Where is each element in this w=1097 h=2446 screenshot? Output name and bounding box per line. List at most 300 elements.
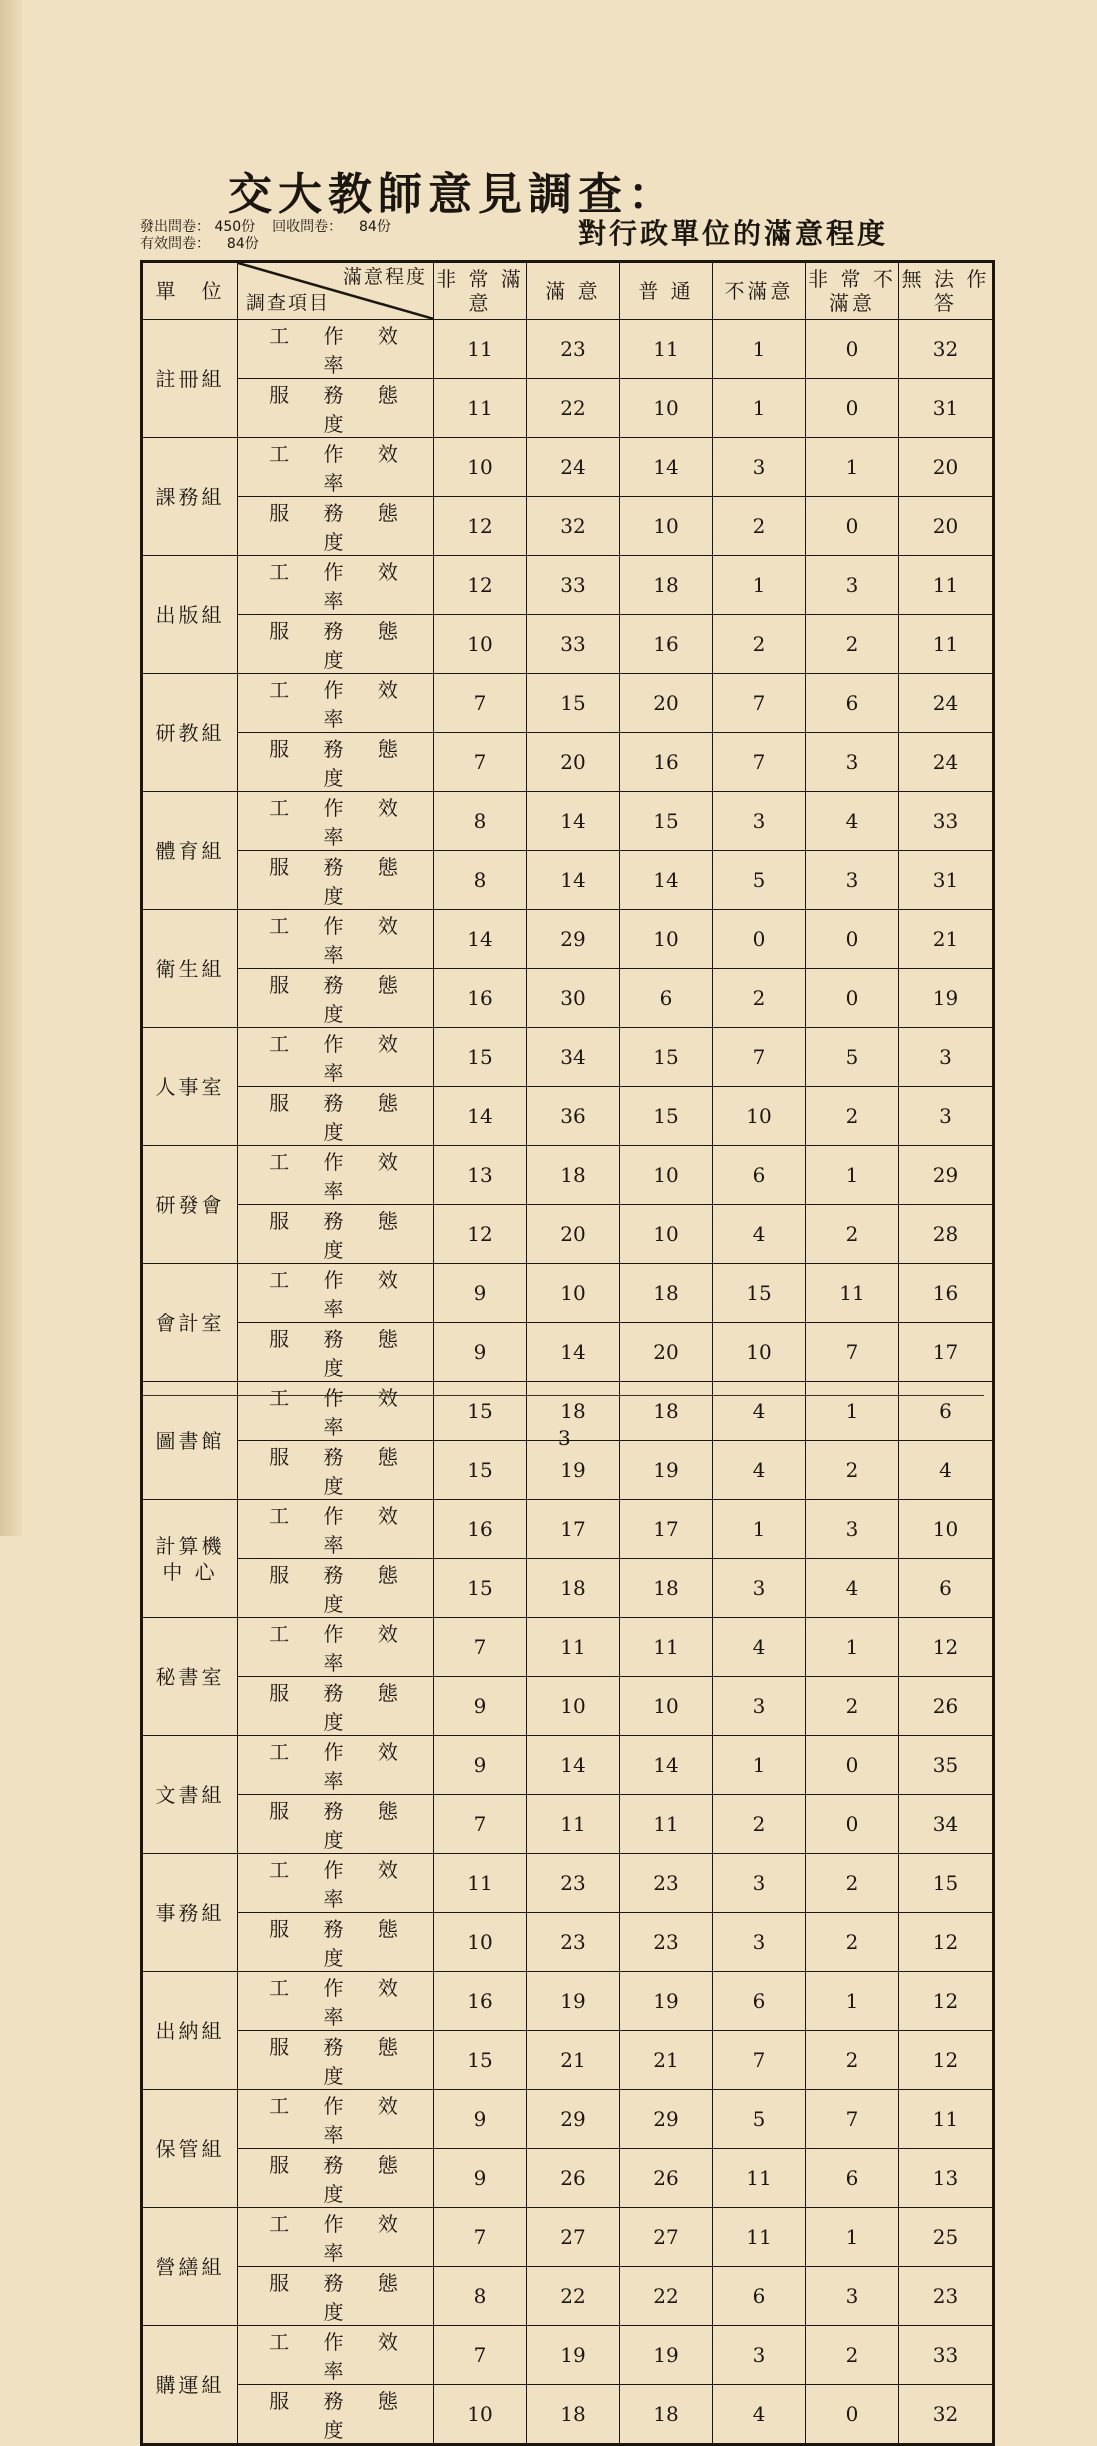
value-cell: 29 (527, 2090, 620, 2149)
value-cell: 17 (899, 1323, 994, 1382)
value-cell: 9 (434, 2149, 527, 2208)
value-cell: 6 (713, 1972, 806, 2031)
sent-value: 450份 (214, 219, 256, 235)
survey-item: 服 務 態 度 (238, 2149, 434, 2208)
survey-item: 服 務 態 度 (238, 969, 434, 1028)
value-cell: 2 (806, 1441, 899, 1500)
value-cell: 11 (527, 1618, 620, 1677)
value-cell: 10 (620, 1205, 713, 1264)
table-row (142, 1264, 994, 1323)
table-row (142, 969, 994, 1028)
table-row (142, 1028, 994, 1087)
value-cell: 5 (713, 2090, 806, 2149)
value-cell: 3 (713, 1913, 806, 1972)
table-row (142, 1087, 994, 1146)
value-cell: 7 (434, 733, 527, 792)
value-cell: 10 (434, 438, 527, 497)
value-cell: 10 (620, 379, 713, 438)
value-cell: 8 (434, 792, 527, 851)
value-cell: 9 (434, 1736, 527, 1795)
table-row (142, 1323, 994, 1382)
page-title: 交大教師意見調查： (228, 169, 678, 220)
table-row (142, 1972, 994, 2031)
value-cell: 10 (899, 1500, 994, 1559)
value-cell: 29 (527, 910, 620, 969)
table-row (142, 615, 994, 674)
unit-name: 課務組 (142, 438, 238, 556)
survey-item: 服 務 態 度 (238, 2267, 434, 2326)
survey-item: 工 作 效 率 (238, 1382, 434, 1441)
value-cell: 25 (899, 2208, 994, 2267)
unit-name: 人事室 (142, 1028, 238, 1146)
value-cell: 0 (806, 969, 899, 1028)
value-cell: 13 (434, 1146, 527, 1205)
survey-item: 工 作 效 率 (238, 1264, 434, 1323)
value-cell: 19 (620, 1441, 713, 1500)
item-header: 調查項目 (246, 292, 331, 314)
unit-name: 體育組 (142, 792, 238, 910)
value-cell: 4 (713, 1441, 806, 1500)
survey-item: 服 務 態 度 (238, 1205, 434, 1264)
value-cell: 14 (620, 438, 713, 497)
value-cell: 7 (713, 2031, 806, 2090)
value-cell: 21 (620, 2031, 713, 2090)
value-cell: 11 (434, 1854, 527, 1913)
unit-header: 單 位 (142, 262, 238, 320)
table-row (142, 733, 994, 792)
value-cell: 7 (434, 1618, 527, 1677)
value-cell: 32 (899, 2385, 994, 2445)
value-cell: 0 (713, 910, 806, 969)
value-cell: 7 (434, 2208, 527, 2267)
value-cell: 3 (899, 1028, 994, 1087)
value-cell: 11 (527, 1795, 620, 1854)
page-subtitle: 對行政單位的滿意程度 (578, 217, 889, 250)
value-cell: 11 (620, 320, 713, 379)
value-cell: 33 (527, 615, 620, 674)
value-cell: 8 (434, 851, 527, 910)
value-cell: 6 (899, 1382, 994, 1441)
value-cell: 20 (527, 1205, 620, 1264)
survey-item: 服 務 態 度 (238, 1795, 434, 1854)
value-cell: 18 (620, 2385, 713, 2445)
unit-name: 會計室 (142, 1264, 238, 1382)
value-cell: 10 (713, 1323, 806, 1382)
value-cell: 18 (527, 1559, 620, 1618)
value-cell: 24 (527, 438, 620, 497)
value-cell: 4 (713, 1382, 806, 1441)
value-cell: 15 (434, 1382, 527, 1441)
value-cell: 12 (899, 2031, 994, 2090)
value-cell: 9 (434, 1323, 527, 1382)
value-cell: 20 (620, 1323, 713, 1382)
table-row (142, 851, 994, 910)
value-cell: 34 (899, 1795, 994, 1854)
value-cell: 3 (713, 1677, 806, 1736)
value-cell: 23 (620, 1854, 713, 1913)
value-cell: 11 (899, 2090, 994, 2149)
unit-name: 事務組 (142, 1854, 238, 1972)
survey-item: 服 務 態 度 (238, 615, 434, 674)
survey-item: 服 務 態 度 (238, 733, 434, 792)
value-cell: 23 (527, 1854, 620, 1913)
value-cell: 11 (434, 379, 527, 438)
value-cell: 3 (713, 2326, 806, 2385)
value-cell: 1 (806, 1618, 899, 1677)
survey-item: 服 務 態 度 (238, 1913, 434, 1972)
value-cell: 10 (434, 1913, 527, 1972)
value-cell: 2 (806, 1854, 899, 1913)
value-cell: 27 (620, 2208, 713, 2267)
valid-value: 84份 (226, 236, 259, 252)
value-cell: 10 (527, 1677, 620, 1736)
value-cell: 17 (527, 1500, 620, 1559)
value-cell: 1 (806, 1972, 899, 2031)
value-cell: 3 (713, 792, 806, 851)
value-cell: 3 (806, 556, 899, 615)
value-cell: 6 (713, 1146, 806, 1205)
value-cell: 15 (434, 1441, 527, 1500)
unit-name: 圖書館 (142, 1382, 238, 1500)
value-cell: 5 (713, 851, 806, 910)
value-cell: 0 (806, 910, 899, 969)
value-cell: 18 (620, 1382, 713, 1441)
table-row (142, 1559, 994, 1618)
unit-name: 出納組 (142, 1972, 238, 2090)
value-cell: 12 (899, 1972, 994, 2031)
survey-item: 工 作 效 率 (238, 1736, 434, 1795)
value-cell: 7 (806, 1323, 899, 1382)
unit-name: 營繕組 (142, 2208, 238, 2326)
value-cell: 19 (527, 2326, 620, 2385)
value-cell: 1 (713, 1736, 806, 1795)
value-cell: 19 (527, 1972, 620, 2031)
table-row (142, 1736, 994, 1795)
table-row (142, 792, 994, 851)
survey-item: 服 務 態 度 (238, 1559, 434, 1618)
table-row (142, 320, 994, 379)
value-cell: 2 (806, 1087, 899, 1146)
page-binding-edge (0, 0, 22, 1536)
value-cell: 22 (620, 2267, 713, 2326)
value-cell: 14 (527, 851, 620, 910)
value-cell: 0 (806, 1795, 899, 1854)
value-cell: 1 (713, 320, 806, 379)
value-cell: 3 (713, 1854, 806, 1913)
value-cell: 10 (620, 1146, 713, 1205)
sent-label: 發出問卷： (140, 219, 210, 235)
table-row (142, 497, 994, 556)
value-cell: 1 (713, 1500, 806, 1559)
value-cell: 12 (434, 556, 527, 615)
value-cell: 7 (713, 1028, 806, 1087)
value-cell: 33 (899, 2326, 994, 2385)
col-header-unsatisfied: 不滿意 (713, 262, 806, 320)
value-cell: 23 (899, 2267, 994, 2326)
value-cell: 2 (806, 2031, 899, 2090)
unit-name: 秘書室 (142, 1618, 238, 1736)
value-cell: 1 (806, 438, 899, 497)
survey-item: 工 作 效 率 (238, 1972, 434, 2031)
col-header-satisfied: 滿 意 (527, 262, 620, 320)
value-cell: 34 (527, 1028, 620, 1087)
table-row (142, 2326, 994, 2385)
unit-name: 計算機 中 心 (142, 1500, 238, 1618)
value-cell: 7 (713, 733, 806, 792)
value-cell: 16 (899, 1264, 994, 1323)
value-cell: 2 (713, 969, 806, 1028)
survey-item: 服 務 態 度 (238, 1087, 434, 1146)
value-cell: 13 (899, 2149, 994, 2208)
value-cell: 31 (899, 379, 994, 438)
unit-name: 保管組 (142, 2090, 238, 2208)
value-cell: 1 (713, 556, 806, 615)
table-row (142, 1205, 994, 1264)
value-cell: 14 (527, 1736, 620, 1795)
unit-name: 研發會 (142, 1146, 238, 1264)
value-cell: 18 (620, 556, 713, 615)
value-cell: 11 (899, 615, 994, 674)
unit-name: 文書組 (142, 1736, 238, 1854)
valid-label: 有效問卷： (140, 236, 210, 252)
value-cell: 30 (527, 969, 620, 1028)
survey-item: 服 務 態 度 (238, 2031, 434, 2090)
value-cell: 1 (713, 379, 806, 438)
unit-name: 研教組 (142, 674, 238, 792)
value-cell: 16 (434, 1972, 527, 2031)
value-cell: 4 (806, 792, 899, 851)
value-cell: 6 (620, 969, 713, 1028)
value-cell: 4 (713, 1618, 806, 1677)
value-cell: 28 (899, 1205, 994, 1264)
value-cell: 0 (806, 497, 899, 556)
value-cell: 11 (713, 2149, 806, 2208)
survey-item: 工 作 效 率 (238, 1500, 434, 1559)
value-cell: 23 (527, 1913, 620, 1972)
value-cell: 0 (806, 320, 899, 379)
table-row (142, 1795, 994, 1854)
value-cell: 3 (713, 438, 806, 497)
value-cell: 2 (806, 1205, 899, 1264)
value-cell: 16 (434, 1500, 527, 1559)
table-row (142, 2090, 994, 2149)
diagonal-header (238, 262, 434, 320)
survey-item: 服 務 態 度 (238, 1677, 434, 1736)
value-cell: 15 (527, 674, 620, 733)
value-cell: 1 (806, 1146, 899, 1205)
value-cell: 12 (899, 1618, 994, 1677)
value-cell: 19 (620, 2326, 713, 2385)
value-cell: 14 (527, 792, 620, 851)
value-cell: 19 (620, 1972, 713, 2031)
value-cell: 15 (434, 1028, 527, 1087)
table-row (142, 2208, 994, 2267)
value-cell: 10 (620, 497, 713, 556)
value-cell: 18 (527, 2385, 620, 2445)
table-row (142, 379, 994, 438)
col-header-neutral: 普 通 (620, 262, 713, 320)
value-cell: 14 (620, 851, 713, 910)
value-cell: 2 (713, 1795, 806, 1854)
value-cell: 35 (899, 1736, 994, 1795)
value-cell: 18 (620, 1264, 713, 1323)
value-cell: 9 (434, 1264, 527, 1323)
table-row (142, 556, 994, 615)
value-cell: 2 (713, 497, 806, 556)
table-row (142, 2267, 994, 2326)
value-cell: 26 (899, 1677, 994, 1736)
value-cell: 32 (527, 497, 620, 556)
table-row (142, 1618, 994, 1677)
value-cell: 2 (806, 615, 899, 674)
value-cell: 33 (899, 792, 994, 851)
value-cell: 22 (527, 2267, 620, 2326)
value-cell: 10 (527, 1264, 620, 1323)
value-cell: 4 (806, 1559, 899, 1618)
survey-item: 工 作 效 率 (238, 556, 434, 615)
value-cell: 29 (620, 2090, 713, 2149)
table-row (142, 1500, 994, 1559)
unit-name: 出版組 (142, 556, 238, 674)
value-cell: 23 (620, 1913, 713, 1972)
value-cell: 14 (620, 1736, 713, 1795)
value-cell: 2 (806, 2326, 899, 2385)
value-cell: 9 (434, 1677, 527, 1736)
value-cell: 19 (527, 1441, 620, 1500)
value-cell: 7 (713, 674, 806, 733)
value-cell: 14 (434, 910, 527, 969)
table-row (142, 1913, 994, 1972)
table-row (142, 910, 994, 969)
value-cell: 4 (899, 1441, 994, 1500)
value-cell: 0 (806, 1736, 899, 1795)
table-row (142, 674, 994, 733)
value-cell: 20 (899, 438, 994, 497)
satisfaction-table (140, 260, 995, 2446)
value-cell: 6 (713, 2267, 806, 2326)
table-header-row (142, 262, 994, 320)
value-cell: 3 (806, 1500, 899, 1559)
survey-item: 工 作 效 率 (238, 2090, 434, 2149)
value-cell: 16 (620, 615, 713, 674)
value-cell: 21 (527, 2031, 620, 2090)
survey-item: 工 作 效 率 (238, 910, 434, 969)
value-cell: 9 (434, 2090, 527, 2149)
value-cell: 20 (620, 674, 713, 733)
survey-item: 工 作 效 率 (238, 792, 434, 851)
value-cell: 14 (527, 1323, 620, 1382)
value-cell: 10 (434, 615, 527, 674)
table-row (142, 1677, 994, 1736)
survey-item: 工 作 效 率 (238, 2326, 434, 2385)
value-cell: 24 (899, 674, 994, 733)
unit-name: 購運組 (142, 2326, 238, 2445)
table-row (142, 1146, 994, 1205)
returned-value: 84份 (359, 219, 391, 235)
value-cell: 31 (899, 851, 994, 910)
survey-stats (140, 219, 391, 253)
col-header-no-answer: 無 法 作 答 (899, 262, 994, 320)
value-cell: 1 (806, 2208, 899, 2267)
value-cell: 0 (806, 2385, 899, 2445)
value-cell: 7 (434, 2326, 527, 2385)
value-cell: 26 (527, 2149, 620, 2208)
value-cell: 4 (713, 2385, 806, 2445)
survey-item: 工 作 效 率 (238, 1854, 434, 1913)
value-cell: 8 (434, 2267, 527, 2326)
value-cell: 24 (899, 733, 994, 792)
value-cell: 18 (527, 1146, 620, 1205)
value-cell: 10 (620, 910, 713, 969)
value-cell: 3 (899, 1087, 994, 1146)
value-cell: 15 (713, 1264, 806, 1323)
col-header-very-satisfied: 非 常 滿 意 (434, 262, 527, 320)
page-number: 3 (558, 1426, 571, 1450)
unit-name: 衛生組 (142, 910, 238, 1028)
value-cell: 3 (713, 1559, 806, 1618)
value-cell: 11 (620, 1618, 713, 1677)
value-cell: 33 (527, 556, 620, 615)
satisfaction-header: 滿意程度 (342, 266, 427, 288)
value-cell: 2 (713, 615, 806, 674)
value-cell: 5 (806, 1028, 899, 1087)
value-cell: 11 (899, 556, 994, 615)
table-row (142, 2031, 994, 2090)
value-cell: 20 (899, 497, 994, 556)
value-cell: 21 (899, 910, 994, 969)
table-row (142, 438, 994, 497)
survey-item: 工 作 效 率 (238, 1146, 434, 1205)
table-row (142, 2385, 994, 2445)
table-row (142, 1854, 994, 1913)
table-body (142, 320, 994, 2445)
value-cell: 1 (806, 1382, 899, 1441)
survey-item: 工 作 效 率 (238, 2208, 434, 2267)
value-cell: 11 (713, 2208, 806, 2267)
value-cell: 7 (434, 1795, 527, 1854)
value-cell: 6 (806, 2149, 899, 2208)
value-cell: 16 (620, 733, 713, 792)
value-cell: 18 (620, 1559, 713, 1618)
value-cell: 32 (899, 320, 994, 379)
value-cell: 19 (899, 969, 994, 1028)
value-cell: 15 (899, 1854, 994, 1913)
unit-name: 註冊組 (142, 320, 238, 438)
value-cell: 26 (620, 2149, 713, 2208)
col-header-very-unsatisfied: 非 常 不滿意 (806, 262, 899, 320)
survey-item: 工 作 效 率 (238, 320, 434, 379)
value-cell: 12 (434, 497, 527, 556)
value-cell: 0 (806, 379, 899, 438)
value-cell: 29 (899, 1146, 994, 1205)
value-cell: 2 (806, 1677, 899, 1736)
value-cell: 12 (434, 1205, 527, 1264)
value-cell: 18 (527, 1382, 620, 1441)
value-cell: 14 (434, 1087, 527, 1146)
survey-item: 工 作 效 率 (238, 1618, 434, 1677)
survey-item: 服 務 態 度 (238, 497, 434, 556)
value-cell: 3 (806, 2267, 899, 2326)
survey-item: 服 務 態 度 (238, 1323, 434, 1382)
value-cell: 11 (434, 320, 527, 379)
value-cell: 7 (806, 2090, 899, 2149)
footer-rule (142, 1395, 984, 1396)
value-cell: 12 (899, 1913, 994, 1972)
survey-item: 工 作 效 率 (238, 1028, 434, 1087)
value-cell: 10 (713, 1087, 806, 1146)
value-cell: 2 (806, 1913, 899, 1972)
survey-item: 工 作 效 率 (238, 438, 434, 497)
